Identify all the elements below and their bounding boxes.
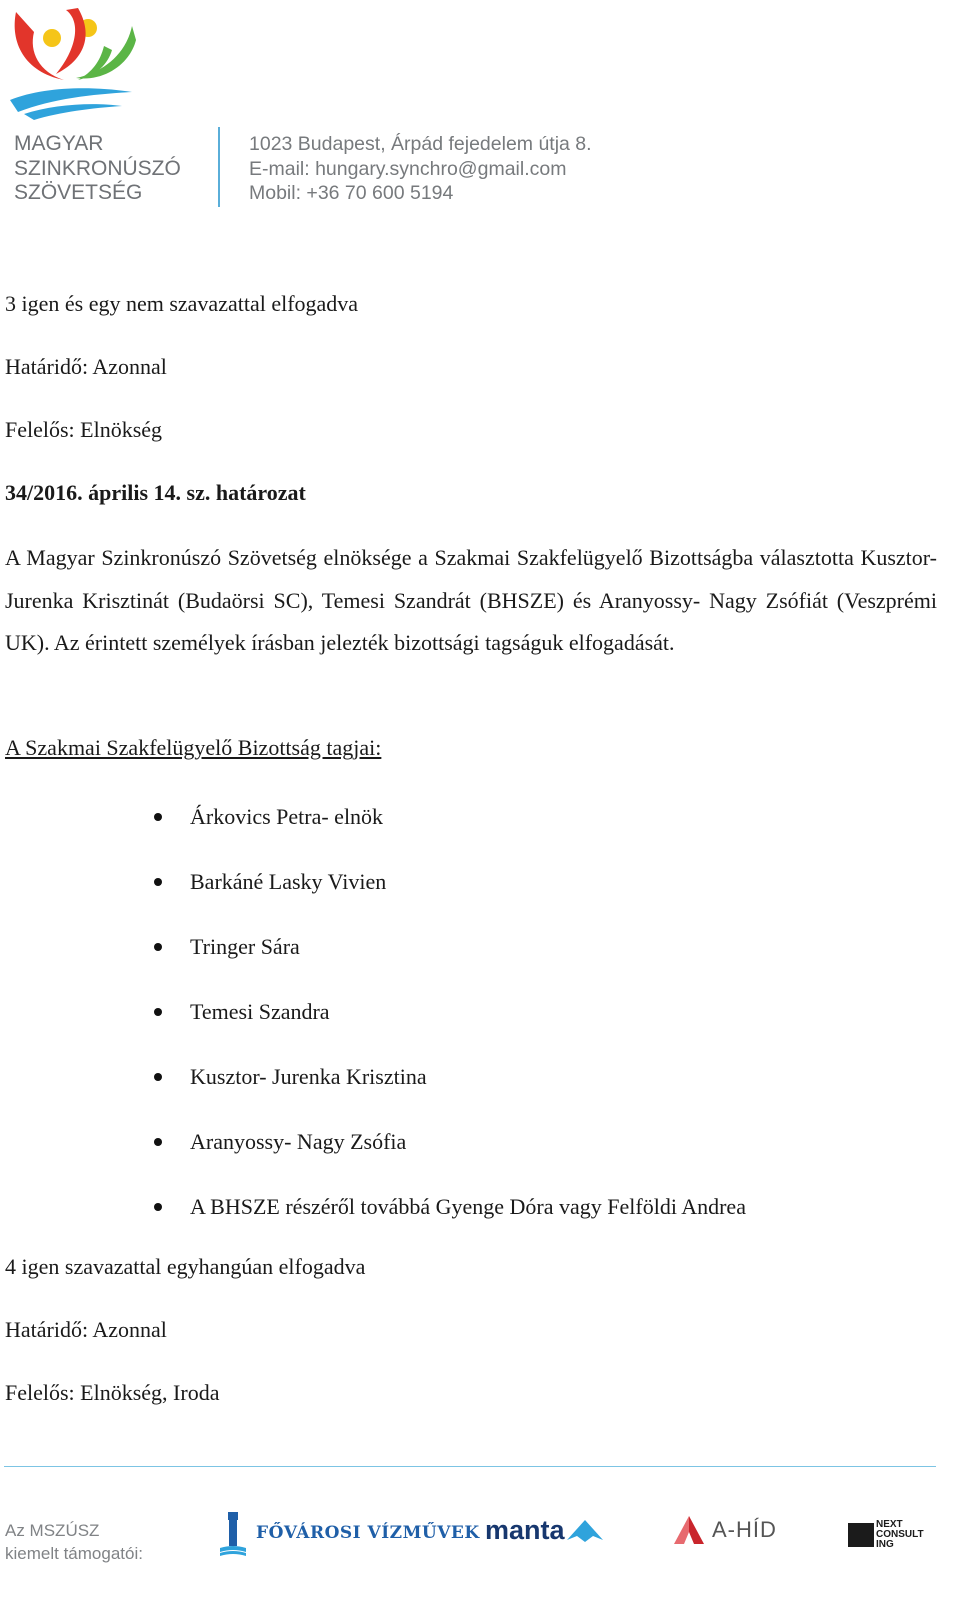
manta-ray-icon [565,1518,605,1544]
sponsor-next-consulting [848,1520,922,1550]
next-consulting-logo-icon [848,1523,874,1547]
footer-divider [4,1466,936,1467]
bullet-icon [154,1138,162,1146]
sponsor-name: NEXT CONSULT ING [876,1519,924,1550]
resolution-body: A Magyar Szinkronúszó Szövetség elnöksége a Szakmai Szakfelügyelő Bizottságba választotta Kusztor- Jurenka Krisztinát (Budaörsi SC), Temesi Szandrát (BHSZE) és Aranyossy- Nagy Zsófiát (Veszprémi UK). Az érintett személyek írásban jelezték bizottsági tagságuk elfogadását. [5,545,937,655]
email[interactable]: E-mail: hungary.synchro@gmail.com [249,157,567,180]
sponsor-fovarosi-vizmuvek [218,1508,480,1558]
bullet-icon [154,878,162,886]
sponsor-manta [485,1515,605,1546]
responsible-2: Felelős: Elnökség, Iroda [5,1380,220,1405]
member-name: A BHSZE részéről továbbá Gyenge Dóra vagy Felföldi Andrea [190,1194,746,1219]
sponsor-name: A-HÍD [712,1517,777,1542]
contact-info [249,132,592,206]
vote-result-1: 3 igen és egy nem szavazattal elfogadva [5,291,359,316]
vote-result-2: 4 igen szavazattal egyhangúan elfogadva [5,1254,366,1279]
sponsor-label-line: kiemelt támogatói: [5,1544,143,1563]
org-name-line: MAGYAR [14,132,104,155]
address: 1023 Budapest, Árpád fejedelem útja 8. [249,133,592,155]
water-tower-icon [218,1508,248,1558]
org-name-line: SZINKRONÚSZÓ [14,156,181,180]
deadline-2: Határidő: Azonnal [5,1317,167,1342]
org-name [14,132,181,206]
member-name: Temesi Szandra [190,999,330,1024]
sponsor-label [5,1519,143,1565]
member-name: Tringer Sára [190,934,300,959]
member-name: Kusztor- Jurenka Krisztina [190,1064,427,1089]
federation-logo [4,2,139,122]
members-heading: A Szakmai Szakfelügyelő Bizottság tagjai: [5,735,382,760]
bullet-icon [154,943,162,951]
responsible-1: Felelős: Elnökség [5,417,163,442]
bullet-icon [154,1073,162,1081]
header-divider [218,127,220,207]
sponsor-label-line: Az MSZÚSZ [5,1521,100,1540]
sponsor-name: FŐVÁROSI VÍZMŰVEK [256,1523,480,1543]
bullet-icon [154,1203,162,1211]
a-hid-logo-icon [672,1514,706,1546]
member-name: Aranyossy- Nagy Zsófia [190,1129,407,1154]
bullet-icon [154,1008,162,1016]
sponsor-a-hid [672,1514,777,1546]
mobile: Mobil: +36 70 600 5194 [249,182,454,204]
org-name-line: SZÖVETSÉG [14,181,143,204]
deadline-1: Határidő: Azonnal [5,354,167,379]
member-name: Árkovics Petra- elnök [190,804,384,829]
bullet-icon [154,813,162,821]
member-name: Barkáné Lasky Vivien [190,869,387,894]
sponsor-name: manta [485,1515,565,1545]
resolution-title: 34/2016. április 14. sz. határozat [5,480,306,505]
letterhead [0,0,960,220]
